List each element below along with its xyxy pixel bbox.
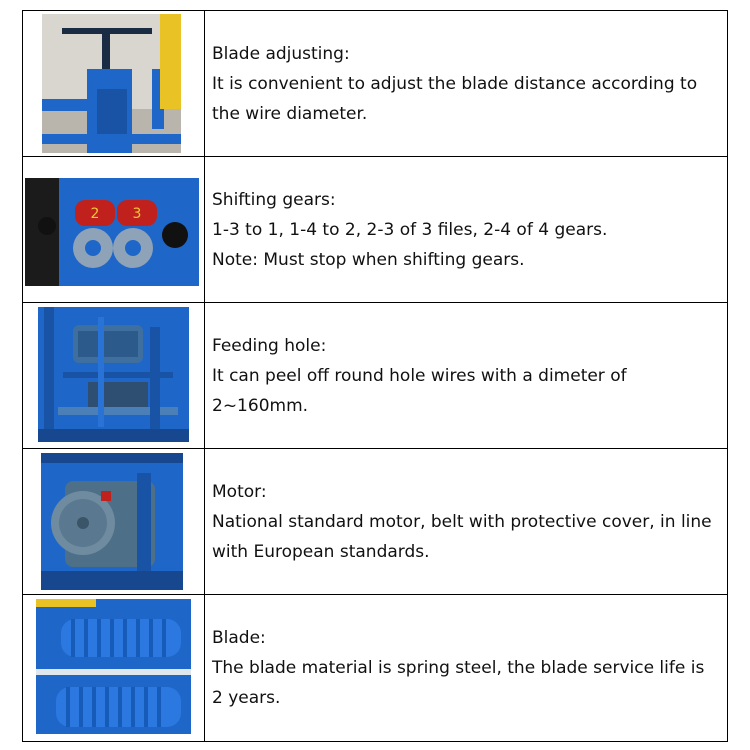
feature-title: Blade adjusting: <box>212 43 350 64</box>
table-row <box>23 595 727 741</box>
feature-title: Blade: <box>212 628 266 648</box>
blade-adjusting-photo-icon <box>42 14 181 153</box>
image-cell <box>23 595 205 741</box>
feature-line: with European standards. <box>212 541 430 562</box>
image-cell <box>23 11 205 156</box>
svg-text:2: 2 <box>90 206 100 222</box>
table-row <box>23 11 727 157</box>
feature-line: 2~160mm. <box>212 395 309 416</box>
description-cell <box>205 449 727 594</box>
feature-line: It is convenient to adjust the blade distance according to <box>212 73 698 94</box>
feature-title: Motor: <box>212 481 267 502</box>
description-cell <box>205 11 727 156</box>
feature-line: 2 years. <box>212 688 281 708</box>
feature-line: National standard motor, belt with protective cover, in line <box>212 511 712 532</box>
spec-table <box>22 10 728 742</box>
feature-line: 1-3 to 1, 1-4 to 2, 2-3 of 3 files, 2-4 of 4 gears. <box>212 219 608 240</box>
table-row <box>23 303 727 449</box>
feature-line: Note: Must stop when shifting gears. <box>212 249 525 270</box>
feature-title: Feeding hole: <box>212 335 327 356</box>
description-cell <box>205 303 727 448</box>
description-cell <box>205 595 727 741</box>
svg-text:3: 3 <box>132 206 142 222</box>
motor-photo-icon <box>41 453 183 590</box>
image-cell <box>23 303 205 448</box>
feature-line: The blade material is spring steel, the blade service life is <box>212 658 705 678</box>
feature-title: Shifting gears: <box>212 189 336 210</box>
image-cell <box>23 449 205 594</box>
blade-photo-icon <box>36 599 191 734</box>
feature-line: the wire diameter. <box>212 103 368 124</box>
table-row <box>23 449 727 595</box>
table-row <box>23 157 727 303</box>
image-cell <box>23 157 205 302</box>
description-cell <box>205 157 727 302</box>
shifting-gears-photo-icon <box>25 178 199 286</box>
feeding-hole-photo-icon <box>38 307 189 442</box>
feature-line: It can peel off round hole wires with a dimeter of <box>212 365 627 386</box>
